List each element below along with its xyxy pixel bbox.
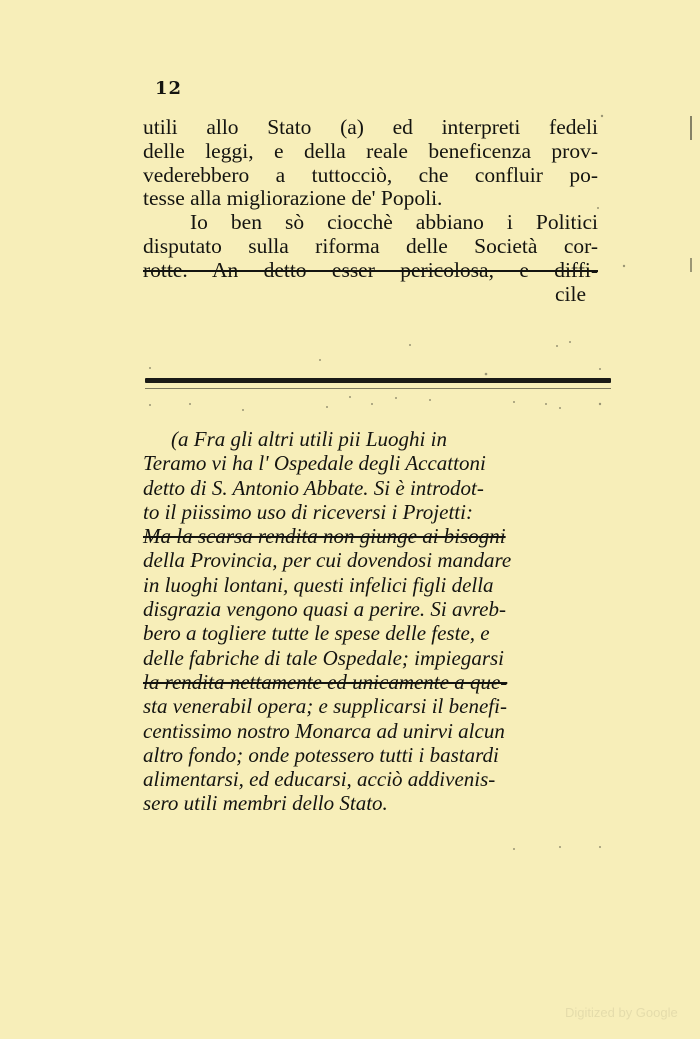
body-line-paragraph-start: Io ben sò ciocchè abbiano i Politici — [190, 210, 598, 235]
footnote-line: Teramo vi ha l' Ospedale degli Accattoni — [143, 451, 486, 476]
footnote-line: sta venerabil opera; e supplicarsi il benefi- — [143, 694, 507, 719]
footnote-line: sero utili membri dello Stato. — [143, 791, 388, 816]
footnote-line: (a Fra gli altri utili pii Luoghi in — [171, 427, 447, 451]
catchword: cile — [554, 281, 586, 306]
footnote-line: alimentarsi, ed educarsi, acciò addivenis- — [143, 767, 496, 792]
footnote-line: centissimo nostro Monarca ad unirvi alcun — [143, 718, 505, 743]
footnote-line-struck: la rendita nettamente ed unicamente a que- — [143, 669, 508, 694]
footnote-line-struck: Ma la scarsa rendita non giunge ai bisogni — [143, 524, 506, 549]
body-line: vederebbero a tuttocciò, che confluir po- — [143, 162, 598, 187]
footnote-line: detto di S. Antonio Abbate. Si è introdot- — [143, 475, 484, 500]
footnote-line: in luoghi lontani, questi infelici figli della — [143, 572, 494, 597]
body-line: delle leggi, e della reale beneficenza prov- — [143, 138, 598, 163]
footnote-line: to il piissimo uso di riceversi i Projetti: — [143, 499, 473, 524]
body-line: disputato sulla riforma delle Società cor- — [143, 233, 598, 258]
footnote-line: altro fondo; onde potessero tutti i bastardi — [143, 742, 499, 767]
footnote-line: bero a togliere tutte le spese delle feste, e — [143, 621, 490, 646]
watermark: Digitized by Google — [565, 1005, 678, 1020]
footnote-line: delle fabriche di tale Ospedale; impiegarsi — [143, 645, 505, 670]
body-line: utili allo Stato (a) ed interpreti fedeli — [143, 115, 598, 139]
page-number: 12 — [155, 78, 183, 99]
body-line-struck: rotte. An detto esser pericolosa, e diffi- — [143, 257, 598, 282]
footnote-line: disgrazia vengono quasi a perire. Si avreb- — [143, 597, 506, 622]
body-line: tesse alla migliorazione de' Popoli. — [143, 186, 443, 211]
footnote-line: della Provincia, per cui dovendosi mandare — [143, 548, 512, 573]
